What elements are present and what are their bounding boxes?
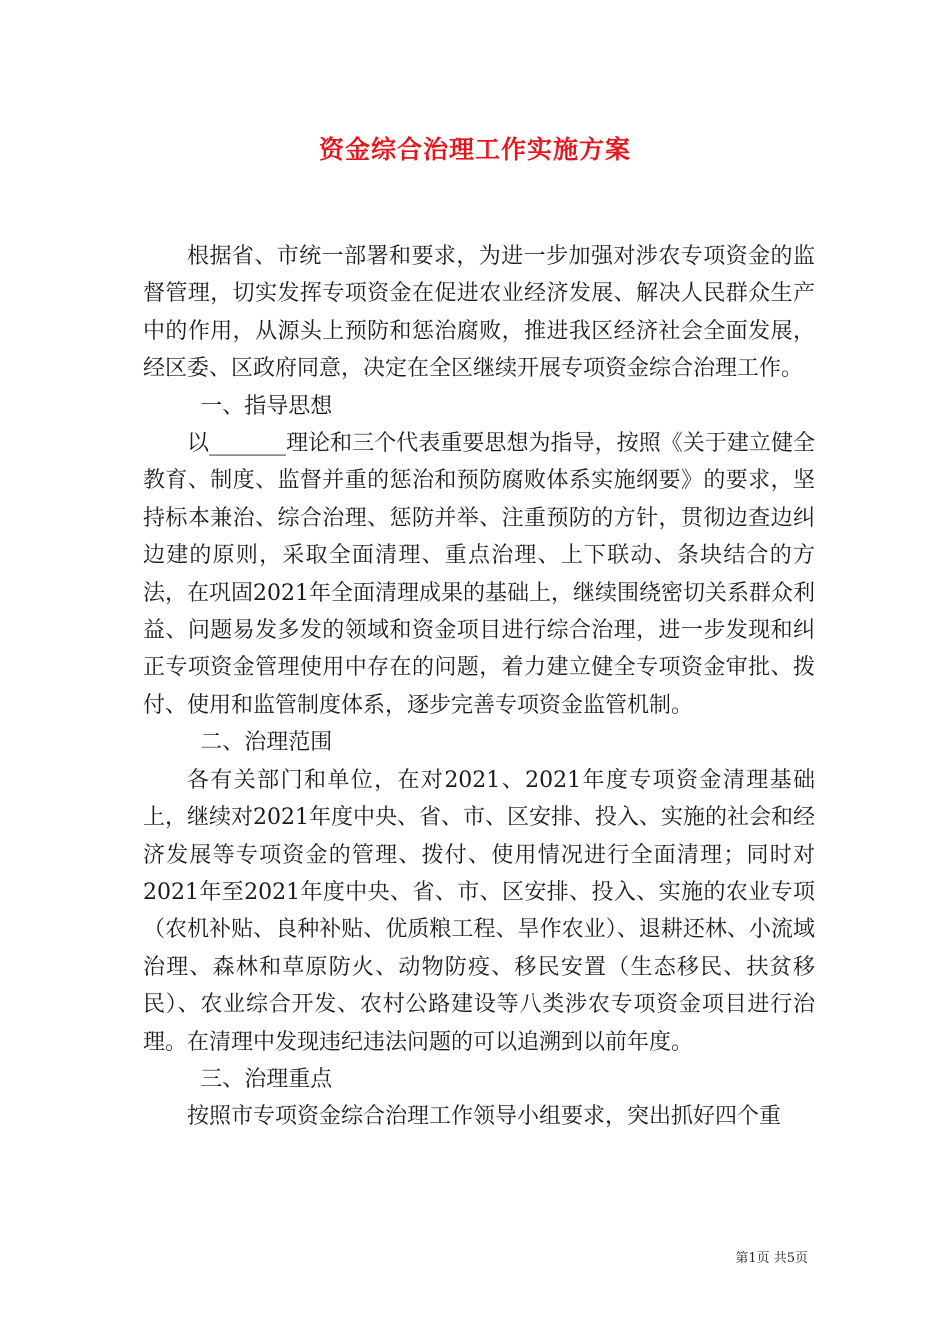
section-heading-focus: 三、治理重点 — [200, 1066, 333, 1092]
section-heading-guiding-thought: 一、指导思想 — [200, 393, 333, 419]
page-number-footer: 第1页 共5页 — [735, 1251, 808, 1266]
paragraph-guiding-thought: 以_______理论和三个代表重要思想为指导，按照《关于建立健全教育、制度、监督并重的惩治和预防腐败体系实施纲要》的要求，坚持标本兼治、综合治理、惩防并举、注重预防的方针，贯彻边查边纠边建的原则，采取全面清理、重点治理、上下联动、条块结合的方法，在巩固2021年全面清理成果的基础上，继续围绕密切关系群众利益、问题易发多发的领域和资金项目进行综合治理，进一步发现和纠正专项资金管理使用中存在的问题，着力建立健全专项资金审批、拨付、使用和监管制度体系，逐步完善专项资金监管机制。 — [143, 431, 815, 718]
paragraph-intro: 根据省、市统一部署和要求，为进一步加强对涉农专项资金的监督管理，切实发挥专项资金在促进农业经济发展、解决人民群众生产中的作用，从源头上预防和惩治腐败，推进我区经济社会全面发展，经区委、区政府同意，决定在全区继续开展专项资金综合治理工作。 — [143, 244, 815, 382]
paragraph-scope: 各有关部门和单位，在对2021、2021年度专项资金清理基础上，继续对2021年度中央、省、市、区安排、投入、实施的社会和经济发展等专项资金的管理、拨付、使用情况进行全面清理；同时对2021年至2021年度中央、省、市、区安排、投入、实施的农业专项（农机补贴、良种补贴、优质粮工程、旱作农业）、退耕还林、小流域治理、森林和草原防火、动物防疫、移民安置（生态移民、扶贫移民）、农业综合开发、农村公路建设等八类涉农专项资金项目进行治理。在清理中发现违纪违法问题的可以追溯到以前年度。 — [143, 767, 815, 1055]
document-title: 资金综合治理工作实施方案 — [318, 135, 631, 164]
section-heading-scope: 二、治理范围 — [200, 730, 333, 756]
document-body — [143, 238, 815, 1136]
paragraph-focus: 按照市专项资金综合治理工作领导小组要求，突出抓好四个重 — [187, 1104, 782, 1130]
